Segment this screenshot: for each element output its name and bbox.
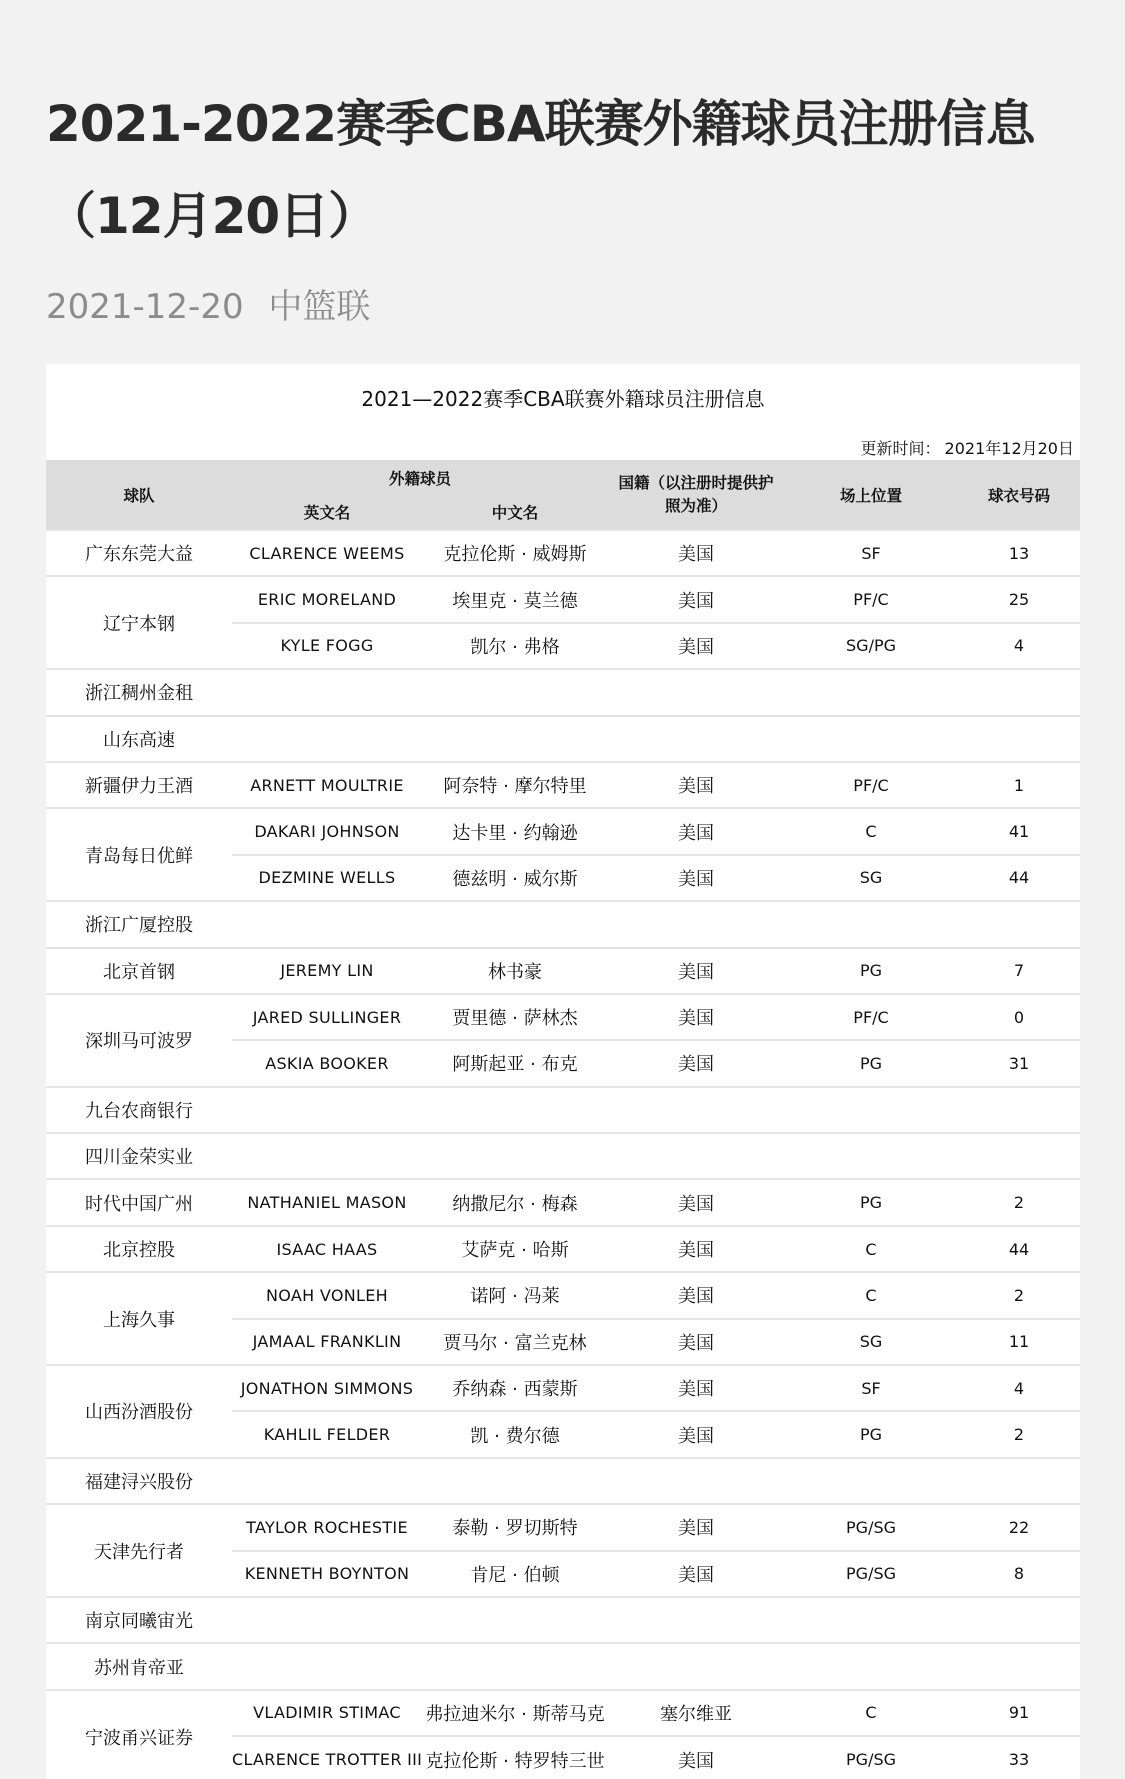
team-name: 九台农商银行 — [46, 1087, 232, 1133]
player-chinese-name: 诺阿 · 冯莱 — [422, 1272, 608, 1318]
player-nationality: 美国 — [608, 576, 784, 622]
empty-cell — [422, 1597, 608, 1643]
player-english-name: ISAAC HAAS — [232, 1226, 422, 1272]
player-jersey-number: 31 — [958, 1040, 1080, 1086]
empty-cell — [608, 1643, 784, 1689]
player-english-name: JARED SULLINGER — [232, 994, 422, 1040]
player-chinese-name: 纳撒尼尔 · 梅森 — [422, 1179, 608, 1225]
empty-cell — [608, 1133, 784, 1179]
team-name: 辽宁本钢 — [46, 576, 232, 669]
empty-cell — [608, 901, 784, 947]
header-position: 场上位置 — [784, 460, 958, 530]
header-player-group: 外籍球员 — [232, 460, 608, 495]
team-name: 新疆伊力王酒 — [46, 762, 232, 808]
player-chinese-name: 克拉伦斯 · 特罗特三世 — [422, 1736, 608, 1779]
header-number: 球衣号码 — [958, 460, 1080, 530]
player-position: C — [784, 1272, 958, 1318]
player-chinese-name: 贾里德 · 萨林杰 — [422, 994, 608, 1040]
team-name: 北京控股 — [46, 1226, 232, 1272]
player-jersey-number: 8 — [958, 1551, 1080, 1597]
article-date: 2021-12-20 — [46, 287, 244, 327]
empty-cell — [958, 1643, 1080, 1689]
player-position: C — [784, 808, 958, 854]
player-chinese-name: 凯尔 · 弗格 — [422, 623, 608, 669]
player-english-name: VLADIMIR STIMAC — [232, 1690, 422, 1736]
update-label: 更新时间： — [860, 439, 941, 458]
player-english-name: JAMAAL FRANKLIN — [232, 1319, 422, 1365]
team-name: 深圳马可波罗 — [46, 994, 232, 1087]
player-english-name: NOAH VONLEH — [232, 1272, 422, 1318]
player-chinese-name: 艾萨克 · 哈斯 — [422, 1226, 608, 1272]
table-row — [46, 716, 1080, 762]
player-english-name: CLARENCE TROTTER III — [232, 1736, 422, 1779]
empty-cell — [422, 1643, 608, 1689]
team-name: 福建浔兴股份 — [46, 1458, 232, 1504]
player-english-name: ASKIA BOOKER — [232, 1040, 422, 1086]
empty-cell — [608, 1458, 784, 1504]
empty-cell — [232, 1597, 422, 1643]
empty-cell — [608, 1087, 784, 1133]
empty-cell — [422, 1087, 608, 1133]
table-row — [46, 808, 1080, 854]
team-name: 广东东莞大益 — [46, 530, 232, 576]
player-position: SG/PG — [784, 623, 958, 669]
team-name: 浙江稠州金租 — [46, 669, 232, 715]
player-english-name: TAYLOR ROCHESTIE — [232, 1504, 422, 1550]
player-nationality: 美国 — [608, 762, 784, 808]
empty-cell — [784, 1087, 958, 1133]
player-chinese-name: 泰勒 · 罗切斯特 — [422, 1504, 608, 1550]
empty-cell — [784, 669, 958, 715]
player-nationality: 塞尔维亚 — [608, 1690, 784, 1736]
player-jersey-number: 13 — [958, 530, 1080, 576]
table-row — [46, 901, 1080, 947]
table-row — [46, 1504, 1080, 1550]
empty-cell — [232, 1087, 422, 1133]
table-row — [46, 1272, 1080, 1318]
team-name: 南京同曦宙光 — [46, 1597, 232, 1643]
player-jersey-number: 22 — [958, 1504, 1080, 1550]
player-jersey-number: 7 — [958, 948, 1080, 994]
table-row — [46, 530, 1080, 576]
player-english-name: NATHANIEL MASON — [232, 1179, 422, 1225]
player-english-name: KYLE FOGG — [232, 623, 422, 669]
player-position: PF/C — [784, 762, 958, 808]
table-row — [46, 1365, 1080, 1411]
player-english-name: DAKARI JOHNSON — [232, 808, 422, 854]
player-nationality: 美国 — [608, 994, 784, 1040]
empty-cell — [422, 1133, 608, 1179]
table-row — [46, 669, 1080, 715]
player-chinese-name: 乔纳森 · 西蒙斯 — [422, 1365, 608, 1411]
empty-cell — [784, 1133, 958, 1179]
table-row — [46, 1133, 1080, 1179]
player-position: PG/SG — [784, 1551, 958, 1597]
team-name: 四川金荣实业 — [46, 1133, 232, 1179]
team-name: 时代中国广州 — [46, 1179, 232, 1225]
empty-cell — [958, 669, 1080, 715]
table-row — [46, 994, 1080, 1040]
player-jersey-number: 11 — [958, 1319, 1080, 1365]
player-jersey-number: 44 — [958, 855, 1080, 901]
registration-table — [46, 460, 1080, 1779]
table-row — [46, 1690, 1080, 1736]
player-nationality: 美国 — [608, 1226, 784, 1272]
player-english-name: KENNETH BOYNTON — [232, 1551, 422, 1597]
update-time — [861, 436, 1074, 462]
player-chinese-name: 阿斯起亚 · 布克 — [422, 1040, 608, 1086]
player-english-name: JONATHON SIMMONS — [232, 1365, 422, 1411]
team-name: 浙江广厦控股 — [46, 901, 232, 947]
empty-cell — [958, 1087, 1080, 1133]
player-jersey-number: 0 — [958, 994, 1080, 1040]
player-position: C — [784, 1226, 958, 1272]
player-nationality: 美国 — [608, 623, 784, 669]
header-nationality: 国籍（以注册时提供护照为准） — [608, 460, 784, 530]
registration-sheet-image — [46, 364, 1080, 1779]
player-position: PG — [784, 1179, 958, 1225]
player-position: PG — [784, 948, 958, 994]
player-chinese-name: 克拉伦斯 · 威姆斯 — [422, 530, 608, 576]
player-position: PG/SG — [784, 1504, 958, 1550]
table-body — [46, 530, 1080, 1779]
empty-cell — [608, 716, 784, 762]
player-english-name: ERIC MORELAND — [232, 576, 422, 622]
team-name: 北京首钢 — [46, 948, 232, 994]
player-english-name: ARNETT MOULTRIE — [232, 762, 422, 808]
player-english-name: KAHLIL FELDER — [232, 1411, 422, 1457]
player-position: SG — [784, 1319, 958, 1365]
table-row — [46, 1087, 1080, 1133]
team-name: 上海久事 — [46, 1272, 232, 1365]
player-english-name: JEREMY LIN — [232, 948, 422, 994]
player-position: SF — [784, 530, 958, 576]
empty-cell — [784, 716, 958, 762]
player-position: PG — [784, 1040, 958, 1086]
empty-cell — [784, 901, 958, 947]
player-chinese-name: 贾马尔 · 富兰克林 — [422, 1319, 608, 1365]
article-source[interactable]: 中篮联 — [268, 287, 371, 327]
empty-cell — [232, 1458, 422, 1504]
table-row — [46, 1597, 1080, 1643]
player-chinese-name: 阿奈特 · 摩尔特里 — [422, 762, 608, 808]
team-name: 天津先行者 — [46, 1504, 232, 1597]
header-team: 球队 — [46, 460, 232, 530]
team-name: 苏州肯帝亚 — [46, 1643, 232, 1689]
player-nationality: 美国 — [608, 948, 784, 994]
empty-cell — [232, 1643, 422, 1689]
player-nationality: 美国 — [608, 1179, 784, 1225]
table-row — [46, 1643, 1080, 1689]
empty-cell — [958, 1597, 1080, 1643]
update-date: 2021年12月20日 — [944, 439, 1074, 458]
player-chinese-name: 凯 · 费尔德 — [422, 1411, 608, 1457]
sheet-title: 2021—2022赛季CBA联赛外籍球员注册信息 — [361, 387, 765, 411]
player-jersey-number: 41 — [958, 808, 1080, 854]
player-nationality: 美国 — [608, 1411, 784, 1457]
player-nationality: 美国 — [608, 1504, 784, 1550]
player-nationality: 美国 — [608, 1736, 784, 1779]
player-position: PG/SG — [784, 1736, 958, 1779]
player-nationality: 美国 — [608, 1365, 784, 1411]
empty-cell — [958, 1458, 1080, 1504]
empty-cell — [232, 716, 422, 762]
player-jersey-number: 25 — [958, 576, 1080, 622]
player-nationality: 美国 — [608, 1040, 784, 1086]
player-nationality: 美国 — [608, 855, 784, 901]
player-english-name: CLARENCE WEEMS — [232, 530, 422, 576]
table-row — [46, 948, 1080, 994]
empty-cell — [784, 1643, 958, 1689]
table-row — [46, 1458, 1080, 1504]
player-jersey-number: 44 — [958, 1226, 1080, 1272]
player-chinese-name: 埃里克 · 莫兰德 — [422, 576, 608, 622]
empty-cell — [232, 901, 422, 947]
player-position: PF/C — [784, 576, 958, 622]
empty-cell — [232, 1133, 422, 1179]
empty-cell — [422, 1458, 608, 1504]
player-jersey-number: 2 — [958, 1179, 1080, 1225]
player-jersey-number: 1 — [958, 762, 1080, 808]
player-jersey-number: 4 — [958, 623, 1080, 669]
table-row — [46, 1226, 1080, 1272]
article-meta — [46, 282, 384, 332]
player-jersey-number: 2 — [958, 1272, 1080, 1318]
player-position: PF/C — [784, 994, 958, 1040]
empty-cell — [422, 669, 608, 715]
player-nationality: 美国 — [608, 1551, 784, 1597]
team-name: 宁波甬兴证券 — [46, 1690, 232, 1779]
player-jersey-number: 33 — [958, 1736, 1080, 1779]
player-position: PG — [784, 1411, 958, 1457]
player-position: SF — [784, 1365, 958, 1411]
player-english-name: DEZMINE WELLS — [232, 855, 422, 901]
player-nationality: 美国 — [608, 1319, 784, 1365]
player-jersey-number: 4 — [958, 1365, 1080, 1411]
player-chinese-name: 达卡里 · 约翰逊 — [422, 808, 608, 854]
player-nationality: 美国 — [608, 1272, 784, 1318]
table-row — [46, 762, 1080, 808]
table-row — [46, 576, 1080, 622]
empty-cell — [608, 1597, 784, 1643]
empty-cell — [958, 901, 1080, 947]
player-nationality: 美国 — [608, 808, 784, 854]
team-name: 山东高速 — [46, 716, 232, 762]
team-name: 青岛每日优鲜 — [46, 808, 232, 901]
empty-cell — [422, 716, 608, 762]
empty-cell — [784, 1597, 958, 1643]
player-position: C — [784, 1690, 958, 1736]
table-row — [46, 1179, 1080, 1225]
header-chinese-name: 中文名 — [422, 495, 608, 530]
empty-cell — [232, 669, 422, 715]
player-chinese-name: 肯尼 · 伯顿 — [422, 1551, 608, 1597]
empty-cell — [958, 1133, 1080, 1179]
player-jersey-number: 2 — [958, 1411, 1080, 1457]
empty-cell — [608, 669, 784, 715]
team-name: 山西汾酒股份 — [46, 1365, 232, 1458]
player-nationality: 美国 — [608, 530, 784, 576]
player-chinese-name: 林书豪 — [422, 948, 608, 994]
empty-cell — [784, 1458, 958, 1504]
empty-cell — [422, 901, 608, 947]
header-english-name: 英文名 — [232, 495, 422, 530]
player-position: SG — [784, 855, 958, 901]
empty-cell — [958, 716, 1080, 762]
player-jersey-number: 91 — [958, 1690, 1080, 1736]
player-chinese-name: 弗拉迪米尔 · 斯蒂马克 — [422, 1690, 608, 1736]
article-title: 2021-2022赛季CBA联赛外籍球员注册信息（12月20日） — [46, 95, 1035, 245]
player-chinese-name: 德兹明 · 威尔斯 — [422, 855, 608, 901]
